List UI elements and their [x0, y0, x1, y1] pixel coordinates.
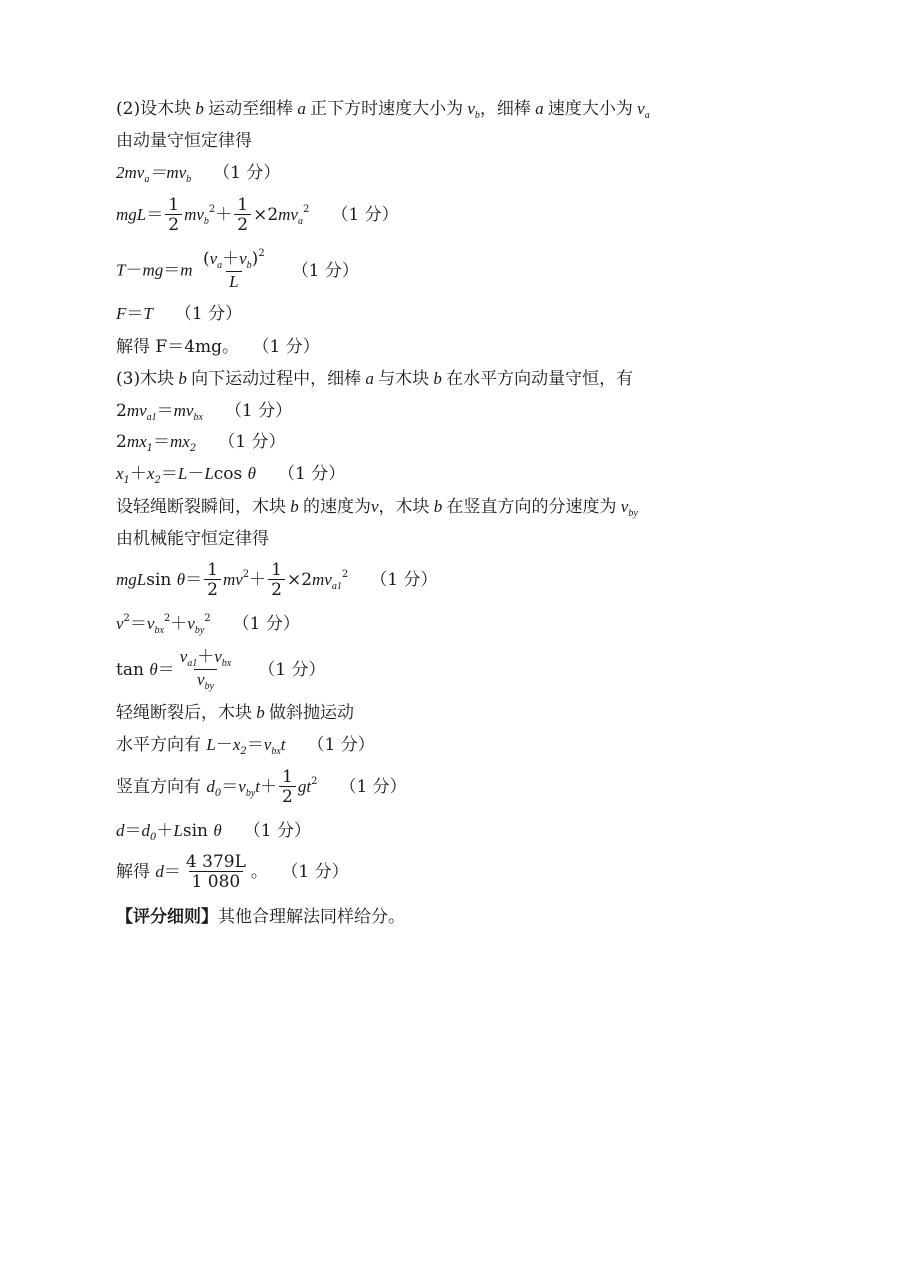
text: 解得	[116, 862, 150, 882]
text: 由动量守恒定律得	[116, 131, 252, 151]
text: ，细棒	[479, 99, 531, 119]
eq-displacement: $2mx_1=mx_2$ （1 分）	[116, 432, 286, 454]
answer-denominator: 1 080	[189, 871, 244, 892]
text: 正下方时速度大小为	[310, 99, 464, 119]
answer: F＝4mg。	[155, 337, 240, 357]
eq-energy-2: mgLsin θ＝ $\frac{1}{2}$ $mv^2+$ $\frac{1}{2}$ $\times 2mv_{a1}^2$ （1 分）	[116, 560, 438, 600]
energy-title	[116, 528, 269, 550]
text: 做斜抛运动	[269, 703, 354, 723]
var-a: a	[530, 99, 548, 118]
scoring-label: 【评分细则】	[116, 907, 218, 927]
eq-momentum-x: $2mv_{a1}=mv_{bx}$ （1 分）	[116, 401, 293, 423]
answer-part3: 解得 d＝ $\frac{4 379L}{1 080}$ 。 （1 分）	[116, 852, 349, 892]
answer-part2	[116, 336, 320, 358]
text: 竖直方向有	[116, 777, 201, 797]
score: （1 分）	[289, 862, 349, 882]
text: 轻绳断裂后，木块	[116, 703, 252, 723]
text: ，木块	[378, 497, 430, 517]
score: （1 分）	[339, 777, 407, 797]
score: （1 分）	[291, 260, 359, 281]
score: （1 分）	[370, 570, 438, 590]
text: 运动至细棒	[208, 99, 294, 119]
text: 水平方向有	[116, 735, 201, 755]
after-break: 轻绳断裂后，木块 b 做斜抛运动	[116, 703, 354, 723]
eq-vertical: 竖直方向有 $d_0=v_{by}t+$ $\frac{1}{2}$ $gt^2$ （1 分）	[116, 767, 407, 807]
eq-force: F＝T （1 分）	[116, 304, 243, 324]
eq-tan: tan θ＝ $\frac{v_{a1}+v_{bx}}{v_{by}}$ （1 分）	[116, 647, 326, 692]
text: (3)木块	[116, 369, 175, 389]
text: 与木块	[378, 369, 430, 389]
text: 设轻绳断裂瞬间，木块	[116, 497, 286, 517]
score: （1 分）	[331, 205, 399, 225]
eq-tension: T－mg＝m $\frac{(v_a+v_b)^2}{L}$ （1 分）	[116, 248, 359, 291]
text: 向下运动过程中，细棒	[191, 369, 362, 389]
text: 的速度为	[303, 497, 371, 517]
score: （1 分）	[213, 163, 281, 183]
text: 解得	[116, 337, 150, 357]
text: 在水平方向动量守恒，有	[446, 369, 634, 389]
text: 由机械能守恒定律得	[116, 529, 269, 549]
score: （1 分）	[243, 821, 311, 841]
var-vb: $v_b$	[463, 99, 480, 121]
score: （1 分）	[307, 735, 375, 755]
score: （1 分）	[258, 660, 326, 680]
score: （1 分）	[232, 614, 300, 634]
var-a: a	[293, 99, 311, 118]
part2-intro	[116, 98, 650, 123]
text: (2)设木块	[116, 99, 192, 119]
text: 在竖直方向的分速度为	[446, 497, 617, 517]
eq-momentum: $2mv_a=mv_b$ （1 分）	[116, 163, 281, 185]
break-text: 设轻绳断裂瞬间，木块 b 的速度为v，木块 b 在竖直方向的分速度为 $v_{by}$	[116, 497, 638, 519]
var-va: $v_a$	[632, 99, 650, 121]
score: （1 分）	[218, 432, 286, 452]
eq-distance: $d=d_0+Lsin$ θ （1 分）	[116, 821, 311, 843]
eq-geometry: $x_1+x_2=L-Lcos$ θ （1 分）	[116, 464, 346, 486]
score: （1 分）	[278, 464, 346, 484]
text: 速度大小为	[547, 99, 633, 119]
score: （1 分）	[261, 337, 320, 357]
score: （1 分）	[224, 401, 293, 421]
eq-horizontal: 水平方向有 $L-x_2=v_{bx}t$ （1 分）	[116, 735, 375, 757]
answer-numerator: 4 379L	[185, 852, 246, 872]
eq-energy: mgL＝ $\frac{1}{2}$ $mv_b^2+$ $\frac{1}{2}$ $\times 2mv_a^2$ （1 分）	[116, 195, 399, 235]
eq-velocity: $v^2=v_{bx}^2+v_{by}^2$ （1 分）	[116, 613, 300, 636]
scoring-note	[116, 906, 405, 928]
var-b: b	[191, 99, 209, 118]
score: （1 分）	[174, 304, 243, 324]
part3-intro: (3)木块 b 向下运动过程中，细棒 a 与木块 b 在水平方向动量守恒，有	[116, 369, 634, 389]
momentum-title	[116, 130, 252, 152]
scoring-text: 其他合理解法同样给分。	[218, 907, 405, 927]
